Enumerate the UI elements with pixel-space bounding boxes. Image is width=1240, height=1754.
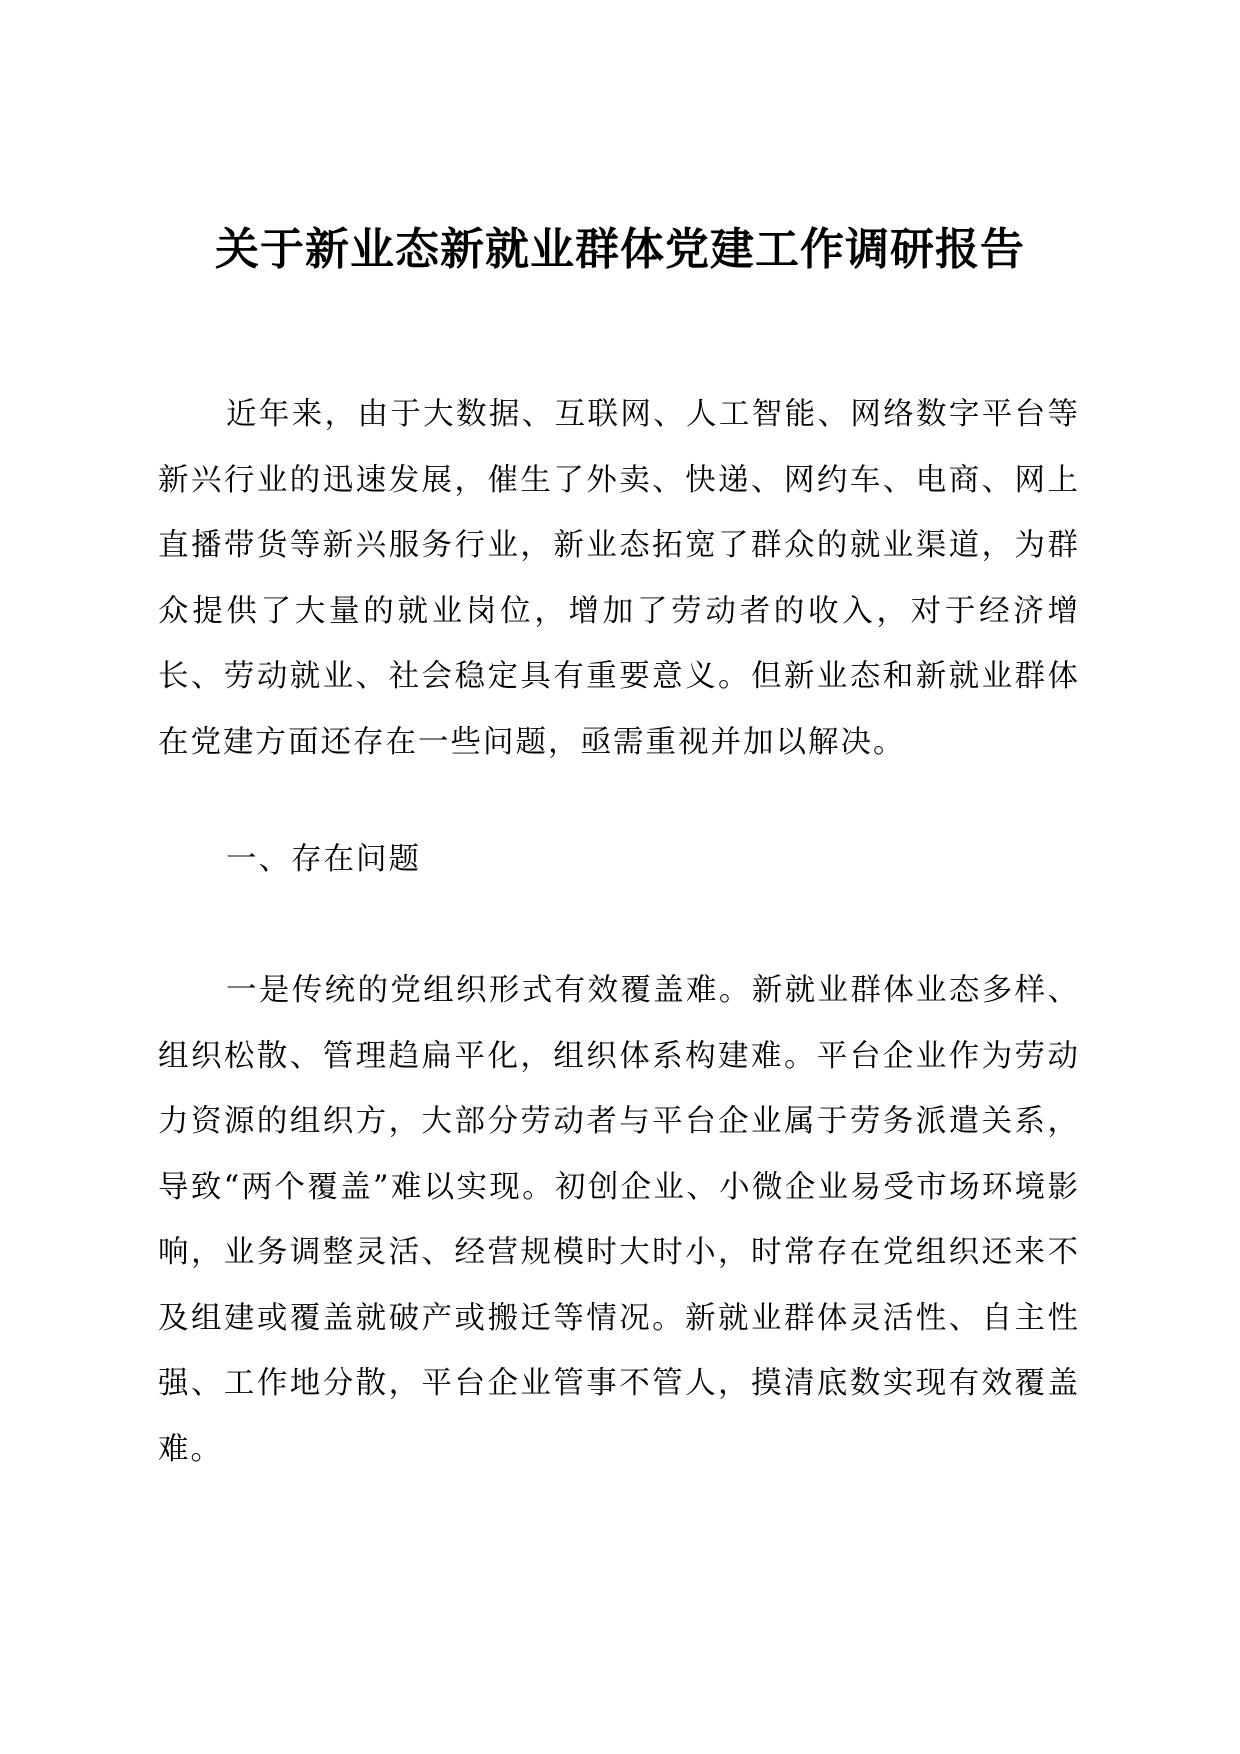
document-title: 关于新业态新就业群体党建工作调研报告	[215, 224, 1025, 275]
section-heading-problems: 一、存在问题	[226, 842, 421, 877]
section-paragraph-issue-1: 一是传统的党组织形式有效覆盖难。新就业群体业态多样、组织松散、管理趋扁平化，组织体系构建难。平台企业作为劳动力资源的组织方，大部分劳动者与平台企业属于劳务派遣关系，导致“两个覆盖”难以实现。初创企业、小微企业易受市场环境影响，业务调整灵活、经营规模时大时小，时常存在党组织还来不及组建或覆盖就破产或搬迁等情况。新就业群体灵活性、自主性强、工作地分散，平台企业管事不管人，摸清底数实现有效覆盖难。	[158, 973, 1080, 1467]
intro-paragraph: 近年来，由于大数据、互联网、人工智能、网络数字平台等新兴行业的迅速发展，催生了外卖、快递、网约车、电商、网上直播带货等新兴服务行业，新业态拓宽了群众的就业渠道，为群众提供了大量的就业岗位，增加了劳动者的收入，对于经济增长、劳动就业、社会稳定具有重要意义。但新业态和新就业群体在党建方面还存在一些问题，亟需重视并加以解决。	[158, 397, 1080, 760]
